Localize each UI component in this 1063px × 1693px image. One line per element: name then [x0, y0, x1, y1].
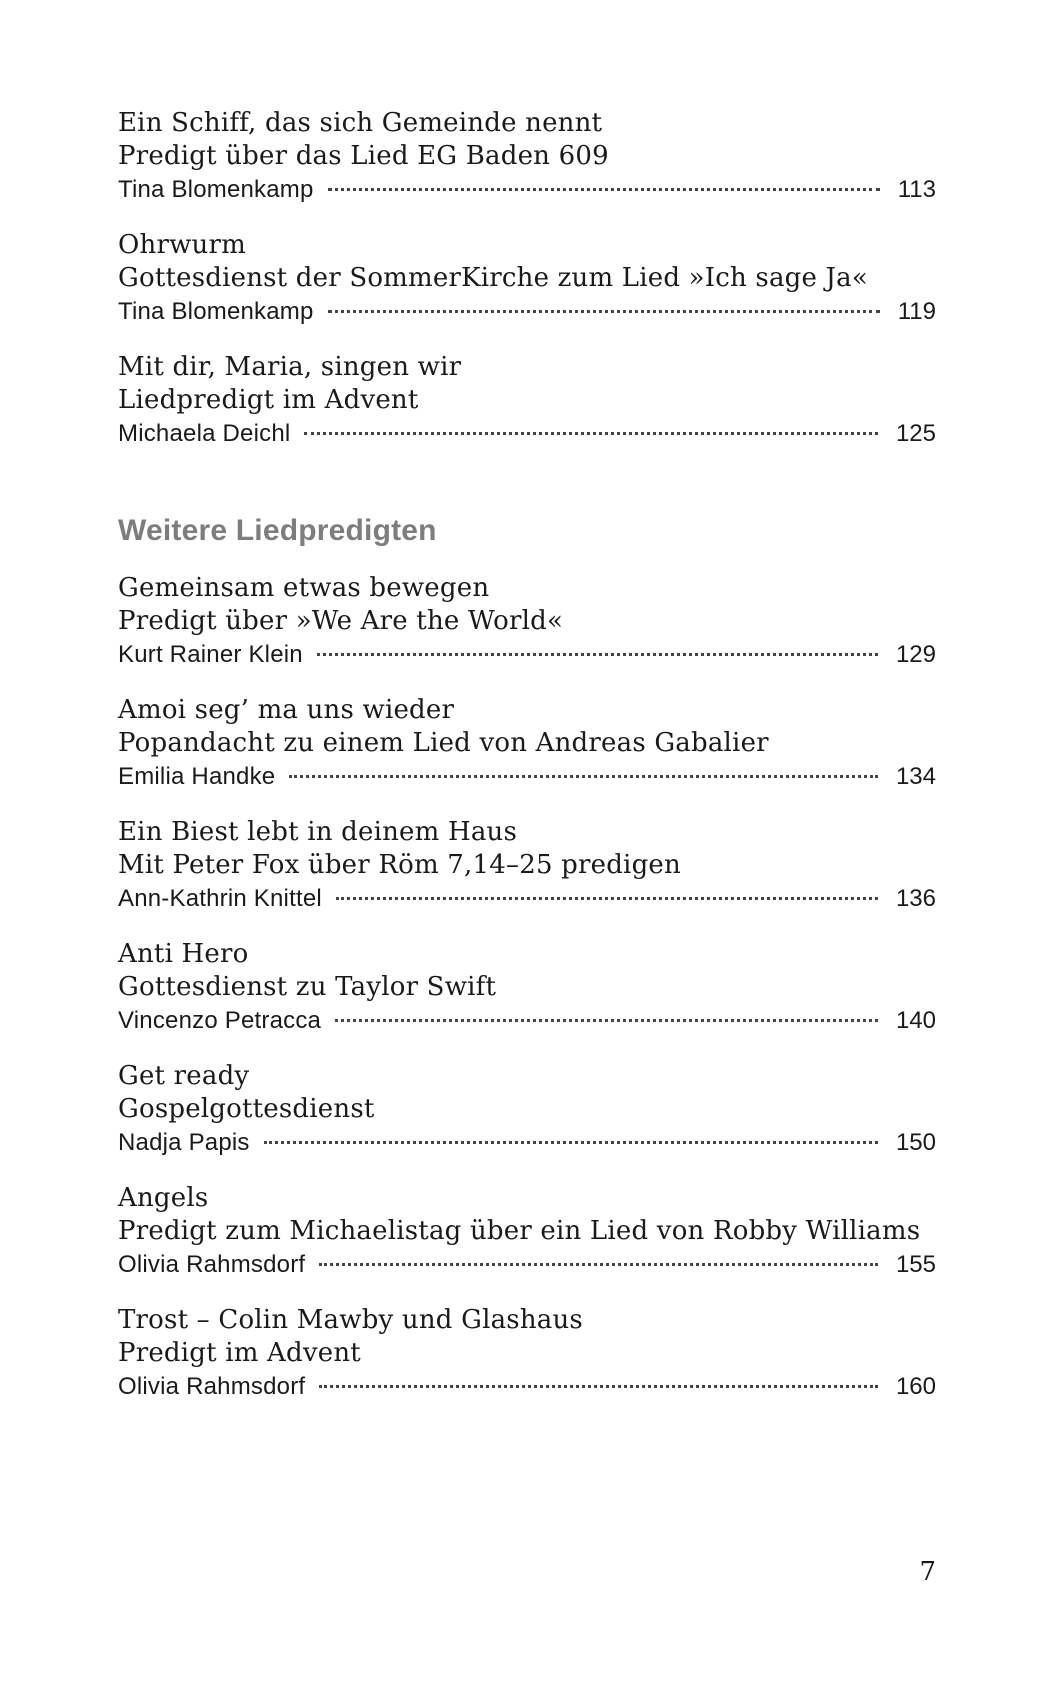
entry-author-line: [118, 638, 936, 671]
entry-title: Mit dir, Maria, singen wir: [118, 352, 462, 382]
entry-subtitle: Gottesdienst der SommerKirche zum Lied »Ich sage Ja«: [118, 263, 868, 293]
toc-entry: [118, 1182, 936, 1281]
dot-leader: [264, 1141, 878, 1144]
entry-author: Nadja Papis: [118, 1129, 250, 1156]
toc-entry: [118, 816, 936, 915]
toc-entry: [118, 107, 936, 206]
dot-leader: [328, 310, 880, 313]
toc-entry: [118, 351, 936, 450]
entry-author-line: [118, 1248, 936, 1281]
entry-subtitle: Predigt über das Lied EG Baden 609: [118, 141, 609, 171]
entry-page-number: 160: [895, 1373, 936, 1400]
entry-page-number: 136: [895, 885, 936, 912]
entry-title: Ohrwurm: [118, 230, 246, 260]
entry-subtitle: Mit Peter Fox über Röm 7,14–25 predigen: [118, 850, 681, 880]
entry-author-line: [118, 760, 936, 793]
entry-page-number: 129: [895, 641, 936, 668]
entry-author-line: [118, 417, 936, 450]
entry-subtitle: Popandacht zu einem Lied von Andreas Gabalier: [118, 728, 769, 758]
entry-title: Ein Biest lebt in deinem Haus: [118, 817, 518, 847]
entry-author: Kurt Rainer Klein: [118, 641, 303, 668]
section-heading: Weitere Liedpredigten: [118, 514, 437, 547]
entry-subtitle: Predigt zum Michaelistag über ein Lied von Robby Williams: [118, 1216, 921, 1246]
entry-author: Olivia Rahmsdorf: [118, 1373, 306, 1400]
entry-list: [118, 107, 936, 450]
entry-subtitle: Liedpredigt im Advent: [118, 385, 419, 415]
entry-page-number: 140: [895, 1007, 936, 1034]
dot-leader: [304, 432, 878, 435]
entry-page-number: 155: [895, 1251, 936, 1278]
entry-page-number: 150: [895, 1129, 936, 1156]
toc-entry: [118, 694, 936, 793]
entry-author-line: [118, 1004, 936, 1037]
table-of-contents: [118, 107, 936, 1426]
entry-subtitle: Gottesdienst zu Taylor Swift: [118, 972, 497, 1002]
entry-title: Ein Schiff, das sich Gemeinde nennt: [118, 108, 603, 138]
toc-entry: [118, 572, 936, 671]
dot-leader: [289, 775, 878, 778]
entry-author-line: [118, 1370, 936, 1403]
dot-leader: [319, 1385, 878, 1388]
entry-author: Michaela Deichl: [118, 420, 291, 447]
entry-page-number: 134: [895, 763, 936, 790]
dot-leader: [335, 1019, 878, 1022]
entry-author: Olivia Rahmsdorf: [118, 1251, 306, 1278]
entry-title: Trost – Colin Mawby und Glashaus: [118, 1305, 583, 1335]
dot-leader: [319, 1263, 878, 1266]
toc-entry: [118, 1060, 936, 1159]
entry-subtitle: Gospelgottesdienst: [118, 1094, 375, 1124]
entry-subtitle: Predigt über »We Are the World«: [118, 606, 564, 636]
entry-author-line: [118, 295, 936, 328]
entry-author-line: [118, 1126, 936, 1159]
entry-author-line: [118, 173, 936, 206]
entry-title: Anti Hero: [118, 939, 249, 969]
entry-title: Gemeinsam etwas bewegen: [118, 573, 490, 603]
entry-title: Get ready: [118, 1061, 250, 1091]
page-number: 7: [919, 1557, 936, 1587]
entry-title: Amoi seg’ ma uns wieder: [118, 695, 455, 725]
entry-author: Vincenzo Petracca: [118, 1007, 322, 1034]
entry-page-number: 125: [895, 420, 936, 447]
entry-title: Angels: [118, 1183, 209, 1213]
toc-entry: [118, 1304, 936, 1403]
entry-author: Tina Blomenkamp: [118, 176, 314, 203]
entry-page-number: 113: [897, 176, 936, 203]
entry-page-number: 119: [897, 298, 936, 325]
entry-subtitle: Predigt im Advent: [118, 1338, 361, 1368]
dot-leader: [317, 653, 878, 656]
entry-author: Emilia Handke: [118, 763, 276, 790]
entry-author-line: [118, 882, 936, 915]
entry-author: Tina Blomenkamp: [118, 298, 314, 325]
dot-leader: [336, 897, 878, 900]
dot-leader: [328, 188, 880, 191]
toc-entry: [118, 938, 936, 1037]
toc-entry: [118, 229, 936, 328]
entry-author: Ann-Kathrin Knittel: [118, 885, 322, 912]
entry-list: [118, 572, 936, 1403]
